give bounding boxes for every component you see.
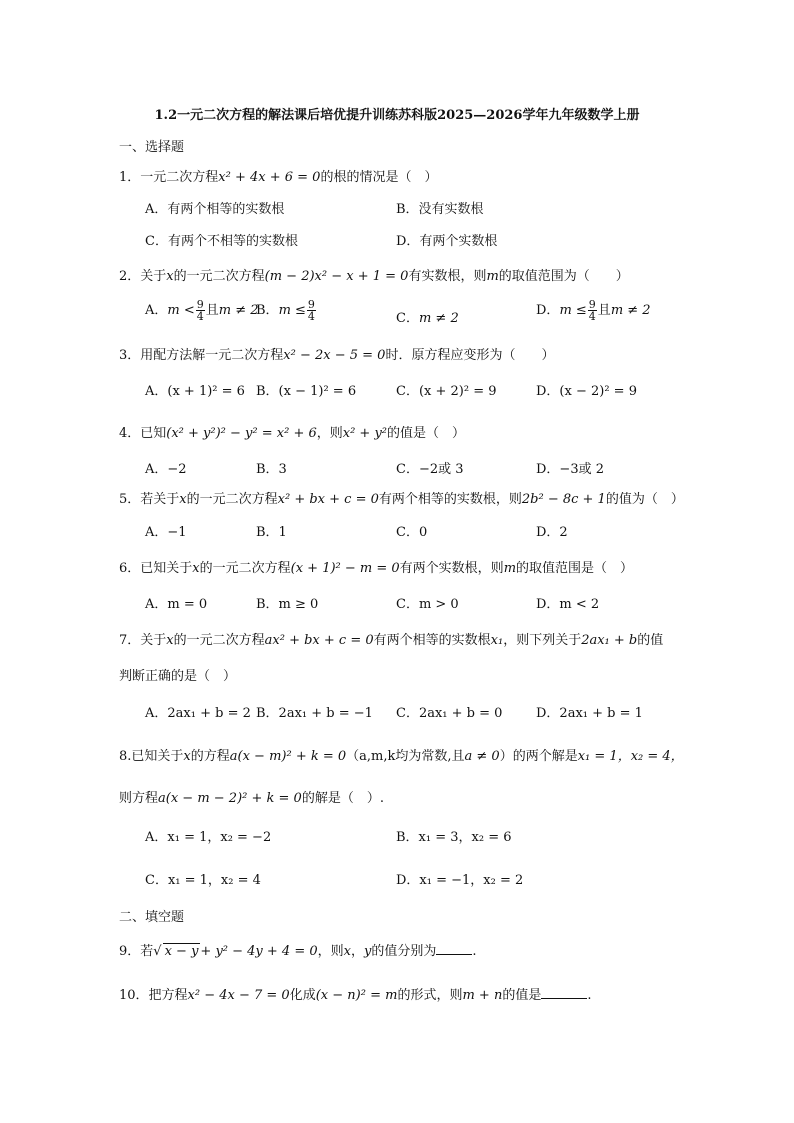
question-5-option-c[interactable]: C．0 [396, 525, 428, 540]
question-7-option-b[interactable]: B．2ax₁ + b = −1 [256, 706, 373, 721]
question-2-mid: 的一元二次方程 [173, 269, 265, 284]
option-a-expr2: m ≠ 2 [218, 303, 259, 318]
question-3-option-a[interactable]: A．(x + 1)² = 6 [145, 384, 245, 399]
question-7-expression: 2ax₁ + b [581, 633, 638, 648]
question-2-prefix: 2．关于 [119, 269, 167, 284]
question-2-var-m: m [486, 269, 499, 284]
question-5-option-d[interactable]: D．2 [536, 525, 568, 540]
question-6-option-a[interactable]: A．m = 0 [145, 597, 208, 612]
question-8-option-b[interactable]: B．x₁ = 3，x₂ = 6 [396, 830, 512, 845]
option-c-expr: m ≠ 2 [418, 311, 459, 326]
question-7 [119, 629, 663, 648]
question-7-equation: ax² + bx + c = 0 [264, 633, 374, 648]
question-8-solutions: x₁ = 1，x₂ = 4， [577, 749, 684, 764]
question-4-prefix: 4．已知 [119, 426, 167, 441]
section-heading-choice: 一、选择题 [119, 140, 185, 155]
question-10-expression: m + n [462, 988, 503, 1003]
question-3-prefix: 3．用配方法解一元二次方程 [119, 348, 284, 363]
question-1-option-a[interactable]: A．有两个相等的实数根 [145, 202, 285, 217]
question-6 [119, 557, 633, 576]
question-10-equation: x² − 4x − 7 = 0 [187, 988, 290, 1003]
question-3-equation: x² − 2x − 5 = 0 [283, 348, 386, 363]
question-9-equation: + y² − 4y + 4 = 0 [200, 944, 318, 959]
question-9-prefix: 9．若 [119, 944, 154, 959]
question-8-line2-suffix: 的解是（ ）. [301, 791, 384, 806]
question-9-radicand: x − y [164, 944, 199, 959]
option-d-and: 且 [597, 303, 611, 318]
question-9-answer-blank[interactable] [436, 942, 472, 955]
option-a-and: 且 [205, 303, 219, 318]
question-7-root: x₁ [490, 633, 504, 648]
question-3-option-d[interactable]: D．(x − 2)² = 9 [536, 384, 637, 399]
question-9-end: . [472, 944, 477, 959]
question-7-suffix: 的值 [637, 633, 664, 648]
section-heading-fill: 二、填空题 [119, 910, 185, 925]
question-10-mid: 化成 [289, 988, 316, 1003]
sqrt-icon: √ [153, 944, 162, 959]
question-8-condition: a ≠ 0 [464, 749, 500, 764]
question-5-mid: 的一元二次方程 [186, 492, 278, 507]
question-6-equation: (x + 1)² − m = 0 [290, 561, 400, 576]
question-3-option-b[interactable]: B．(x − 1)² = 6 [256, 384, 357, 399]
question-7-mid: 的一元二次方程 [173, 633, 265, 648]
option-b-label: B． [256, 303, 279, 318]
question-10-end: . [587, 988, 592, 1003]
worksheet-title: 1.2一元二次方程的解法课后培优提升训练苏科版2025—2026学年九年级数学上册 [154, 108, 640, 123]
question-10-suffix: 的值是 [502, 988, 542, 1003]
question-9-mid: ，则 [317, 944, 344, 959]
option-d-expr2: m ≠ 2 [610, 303, 651, 318]
option-d-label: D． [536, 303, 560, 318]
question-9-var-y: y [364, 944, 372, 959]
question-2-suffix: 的取值范围为（ ） [498, 269, 629, 284]
question-9 [119, 940, 477, 959]
question-4-expression: x² + y² [342, 426, 388, 441]
question-4-mid: ，则 [316, 426, 343, 441]
question-6-suffix: 的取值范围是（ ） [516, 561, 634, 576]
question-8 [119, 745, 684, 764]
question-1-option-d[interactable]: D．有两个实数根 [396, 234, 498, 249]
question-7-option-c[interactable]: C．2ax₁ + b = 0 [396, 706, 503, 721]
option-a-fraction [196, 299, 205, 322]
question-1-prefix: 1．一元二次方程 [119, 170, 219, 185]
question-1 [119, 166, 437, 185]
fraction-numerator: 9 [196, 298, 204, 311]
question-6-option-d[interactable]: D．m < 2 [536, 597, 600, 612]
question-2-option-a[interactable] [145, 299, 259, 322]
question-1-option-b[interactable]: B．没有实数根 [396, 202, 484, 217]
question-4-equation: (x² + y²)² − y² = x² + 6 [166, 426, 317, 441]
question-7-var-x: x [166, 633, 174, 648]
question-2-option-c[interactable] [396, 307, 459, 326]
question-8-prefix: 8.已知关于 [119, 749, 184, 764]
question-8-mid3: ）的两个解是 [499, 749, 578, 764]
question-5-option-a[interactable]: A．−1 [145, 525, 187, 540]
option-d-expr: m ≤ [559, 303, 587, 318]
question-6-mid: 的一元二次方程 [199, 561, 291, 576]
question-9-suffix: 的值分别为 [371, 944, 437, 959]
question-4-option-c[interactable]: C．−2或 3 [396, 462, 464, 477]
question-10 [119, 984, 591, 1003]
question-5-expression: 2b² − 8c + 1 [521, 492, 606, 507]
question-2-option-b[interactable] [256, 299, 317, 322]
question-6-prefix: 6．已知关于 [119, 561, 193, 576]
question-10-form: (x − n)² = m [315, 988, 398, 1003]
option-b-expr: m ≤ [278, 303, 306, 318]
question-5-suffix: 的值为（ ） [605, 492, 684, 507]
question-5-prefix: 5．若关于 [119, 492, 180, 507]
option-a-expr: m < [167, 303, 195, 318]
question-3-suffix: 时．原方程应变形为（ ） [385, 348, 555, 363]
question-1-equation: x² + 4x + 6 = 0 [218, 170, 321, 185]
question-9-var-x: x [343, 944, 351, 959]
question-3-option-c[interactable]: C．(x + 2)² = 9 [396, 384, 497, 399]
question-8-equation-2: a(x − m − 2)² + k = 0 [158, 791, 302, 806]
question-8-line-2 [119, 787, 384, 806]
question-5-option-b[interactable]: B．1 [256, 525, 287, 540]
question-7-mid2: 有两个相等的实数根 [373, 633, 491, 648]
question-2-var-x: x [166, 269, 174, 284]
question-8-var-x: x [183, 749, 191, 764]
question-6-option-b[interactable]: B．m ≥ 0 [256, 597, 319, 612]
question-1-option-c[interactable]: C．有两个不相等的实数根 [145, 234, 298, 249]
question-8-equation: a(x − m)² + k = 0 [229, 749, 347, 764]
option-d-fraction [588, 299, 597, 322]
question-3 [119, 344, 554, 363]
question-7-prefix: 7．关于 [119, 633, 167, 648]
question-4-suffix: 的值是（ ） [387, 426, 466, 441]
question-10-answer-blank[interactable] [541, 986, 587, 999]
question-7-option-a[interactable]: A．2ax₁ + b = 2 [145, 706, 251, 721]
question-9-sep: ， [351, 944, 365, 959]
question-2 [119, 265, 629, 284]
fraction-denominator: 4 [588, 310, 596, 323]
option-a-label: A． [145, 303, 168, 318]
fraction-numerator: 9 [588, 298, 596, 311]
question-2-option-d[interactable] [536, 299, 651, 322]
fraction-numerator: 9 [307, 298, 315, 311]
question-10-prefix: 10．把方程 [119, 988, 188, 1003]
question-4-option-b[interactable]: B．3 [256, 462, 287, 477]
question-5 [119, 488, 684, 507]
question-7-line-2: 判断正确的是（ ） [119, 669, 237, 684]
question-6-option-c[interactable]: C．m > 0 [396, 597, 459, 612]
question-6-mid2: 有两个实数根，则 [399, 561, 504, 576]
question-5-mid2: 有两个相等的实数根，则 [378, 492, 522, 507]
question-8-option-a[interactable]: A．x₁ = 1，x₂ = −2 [145, 830, 272, 845]
question-2-mid2: 有实数根，则 [408, 269, 487, 284]
question-5-var-x: x [179, 492, 187, 507]
question-7-mid3: ，则下列关于 [503, 633, 582, 648]
question-1-suffix: 的根的情况是（ ） [320, 170, 438, 185]
question-10-mid2: 的形式，则 [397, 988, 463, 1003]
question-8-mid2: （a,m,k均为常数,且 [346, 749, 465, 764]
question-6-var-x: x [192, 561, 200, 576]
option-c-label: C． [396, 311, 419, 326]
question-8-mid: 的方程 [190, 749, 230, 764]
question-5-equation: x² + bx + c = 0 [277, 492, 379, 507]
question-4-option-d[interactable]: D．−3或 2 [536, 462, 604, 477]
fraction-denominator: 4 [196, 310, 204, 323]
question-2-equation: (m − 2)x² − x + 1 = 0 [264, 269, 409, 284]
question-8-option-d[interactable]: D．x₁ = −1，x₂ = 2 [396, 873, 524, 888]
fraction-denominator: 4 [307, 310, 315, 323]
question-7-option-d[interactable]: D．2ax₁ + b = 1 [536, 706, 643, 721]
option-b-fraction [307, 299, 316, 322]
question-4 [119, 422, 465, 441]
question-4-option-a[interactable]: A．−2 [145, 462, 187, 477]
question-6-var-m: m [503, 561, 517, 576]
question-8-option-c[interactable]: C．x₁ = 1，x₂ = 4 [145, 873, 261, 888]
question-8-line2-prefix: 则方程 [119, 791, 159, 806]
